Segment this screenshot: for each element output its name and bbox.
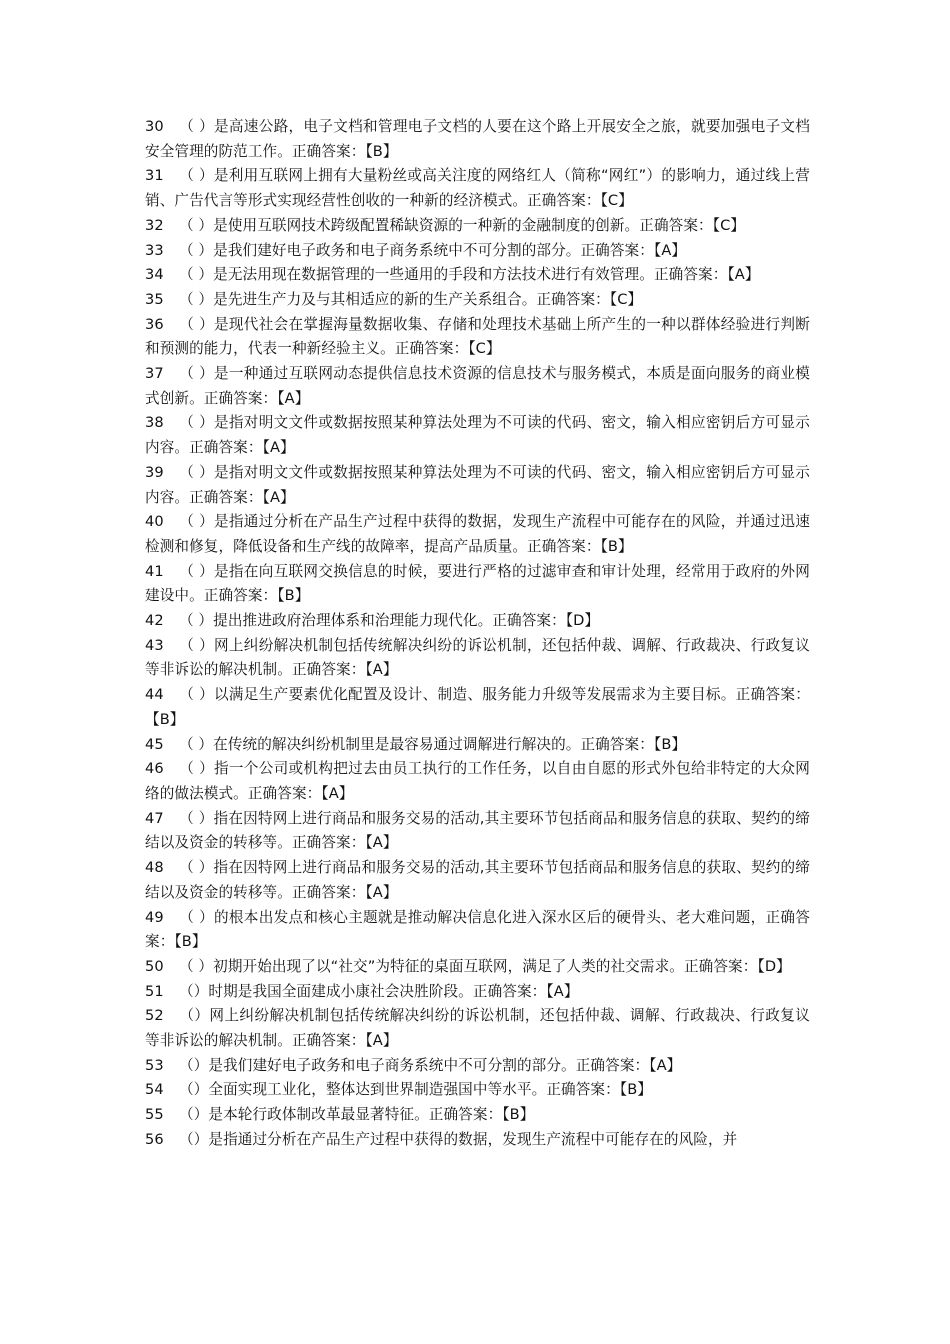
question-number: 42 xyxy=(145,612,164,630)
question-item xyxy=(145,955,810,980)
question-number: 33 xyxy=(145,241,164,259)
question-item xyxy=(145,239,810,264)
question-text: （）时期是我国全面建成小康社会决胜阶段。正确答案：【A】 xyxy=(179,982,579,1000)
question-item xyxy=(145,461,810,510)
question-number: 45 xyxy=(145,735,164,753)
question-item xyxy=(145,634,810,683)
question-number: 51 xyxy=(145,982,164,1000)
question-item xyxy=(145,733,810,758)
question-item xyxy=(145,683,810,732)
question-number: 41 xyxy=(145,562,164,580)
question-item xyxy=(145,1128,810,1153)
question-item xyxy=(145,214,810,239)
question-item xyxy=(145,1004,810,1053)
question-number: 36 xyxy=(145,315,164,333)
question-item xyxy=(145,411,810,460)
question-item xyxy=(145,1078,810,1103)
question-number: 35 xyxy=(145,290,164,308)
question-item xyxy=(145,560,810,609)
question-item xyxy=(145,164,810,213)
question-item xyxy=(145,313,810,362)
question-number: 39 xyxy=(145,463,164,481)
question-text: （）是我们建好电子政务和电子商务系统中不可分割的部分。正确答案：【A】 xyxy=(179,1056,682,1074)
question-number: 49 xyxy=(145,908,164,926)
question-number: 47 xyxy=(145,809,164,827)
question-text: （）是本轮行政体制改革最显著特征。正确答案：【B】 xyxy=(179,1106,535,1124)
question-number: 48 xyxy=(145,859,164,877)
question-list xyxy=(145,115,810,1153)
question-number: 30 xyxy=(145,118,164,135)
question-number: 31 xyxy=(145,167,164,185)
question-text: （ ）是指在向互联网交换信息的时候，要进行严格的过滤审查和审计处理，经常用于政府的外网建设中。正确答案：【B】 xyxy=(145,562,810,605)
question-text: （ ）是无法用现在数据管理的一些通用的手段和方法技术进行有效管理。正确答案：【A】 xyxy=(179,266,760,284)
question-item xyxy=(145,1103,810,1128)
question-text: （ ）是我们建好电子政务和电子商务系统中不可分割的部分。正确答案：【A】 xyxy=(179,241,687,259)
question-number: 52 xyxy=(145,1007,164,1025)
question-item xyxy=(145,609,810,634)
question-text: （ ）在传统的解决纠纷机制里是最容易通过调解进行解决的。正确答案：【B】 xyxy=(179,735,687,753)
question-text: （ ）是指对明文文件或数据按照某种算法处理为不可读的代码、密文，输入相应密钥后方可显示内容。正确答案：【A】 xyxy=(145,463,810,506)
question-item xyxy=(145,980,810,1005)
question-text: （）网上纠纷解决机制包括传统解决纠纷的诉讼机制，还包括仲裁、调解、行政裁决、行政复议等非诉讼的解决机制。正确答案：【A】 xyxy=(145,1007,810,1050)
question-text: （ ）以满足生产要素优化配置及设计、制造、服务能力升级等发展需求为主要目标。正确答案：【B】 xyxy=(145,686,810,728)
question-item xyxy=(145,856,810,905)
question-number: 38 xyxy=(145,414,164,432)
question-number: 53 xyxy=(145,1056,164,1074)
question-item xyxy=(145,115,810,164)
question-text: （ ）网上纠纷解决机制包括传统解决纠纷的诉讼机制，还包括仲裁、调解、行政裁决、行政复议等非诉讼的解决机制。正确答案：【A】 xyxy=(145,636,810,679)
question-number: 34 xyxy=(145,266,164,284)
question-item xyxy=(145,362,810,411)
question-text: （ ）是先进生产力及与其相适应的新的生产关系组合。正确答案：【C】 xyxy=(179,290,643,308)
question-number: 44 xyxy=(145,686,164,704)
question-item xyxy=(145,1054,810,1079)
question-number: 50 xyxy=(145,957,164,975)
question-number: 54 xyxy=(145,1081,164,1099)
question-text: （ ）是高速公路，电子文档和管理电子文档的人要在这个路上开展安全之旅，就要加强电子文档安全管理的防范工作。正确答案：【B】 xyxy=(145,118,810,160)
question-text: （ ）提出推进政府治理体系和治理能力现代化。正确答案：【D】 xyxy=(179,612,600,630)
question-item xyxy=(145,757,810,806)
question-item xyxy=(145,263,810,288)
question-text: （ ）是指通过分析在产品生产过程中获得的数据，发现生产流程中可能存在的风险，并通过迅速检测和修复，降低设备和生产线的故障率，提高产品质量。正确答案：【B】 xyxy=(145,513,810,555)
question-number: 46 xyxy=(145,760,164,778)
question-text: （ ）初期开始出现了以“社交”为特征的桌面互联网，满足了人类的社交需求。正确答案：【D】 xyxy=(179,957,791,975)
question-text: （ ）指在因特网上进行商品和服务交易的活动,其主要环节包括商品和服务信息的获取、契约的缔结以及资金的转移等。正确答案：【A】 xyxy=(145,859,810,901)
question-number: 56 xyxy=(145,1130,164,1148)
question-number: 32 xyxy=(145,216,164,234)
question-item xyxy=(145,288,810,313)
question-number: 37 xyxy=(145,365,164,383)
question-text: （ ）是利用互联网上拥有大量粉丝或高关注度的网络红人（简称“网红”）的影响力，通过线上营销、广告代言等形式实现经营性创收的一种新的经济模式。正确答案：【C】 xyxy=(145,167,810,210)
question-text: （）是指通过分析在产品生产过程中获得的数据，发现生产流程中可能存在的风险，并 xyxy=(179,1130,738,1148)
question-text: （ ）是使用互联网技术跨级配置稀缺资源的一种新的金融制度的创新。正确答案：【C】 xyxy=(179,216,746,234)
question-number: 43 xyxy=(145,636,164,654)
question-number: 40 xyxy=(145,513,164,531)
question-number: 55 xyxy=(145,1106,164,1124)
question-text: （ ）是指对明文文件或数据按照某种算法处理为不可读的代码、密文，输入相应密钥后方可显示内容。正确答案：【A】 xyxy=(145,414,810,457)
question-text: （ ）指一个公司或机构把过去由员工执行的工作任务，以自由自愿的形式外包给非特定的大众网络的做法模式。正确答案：【A】 xyxy=(145,760,810,802)
question-text: （ ）是一种通过互联网动态提供信息技术资源的信息技术与服务模式，本质是面向服务的商业模式创新。正确答案：【A】 xyxy=(145,365,810,407)
question-item xyxy=(145,906,810,955)
question-text: （ ）指在因特网上进行商品和服务交易的活动,其主要环节包括商品和服务信息的获取、契约的缔结以及资金的转移等。正确答案：【A】 xyxy=(145,809,810,852)
question-item xyxy=(145,807,810,856)
question-text: （ ）是现代社会在掌握海量数据收集、存储和处理技术基础上所产生的一种以群体经验进行判断和预测的能力，代表一种新经验主义。正确答案：【C】 xyxy=(145,315,810,358)
question-text: （）全面实现工业化，整体达到世界制造强国中等水平。正确答案：【B】 xyxy=(179,1081,653,1099)
question-text: （ ）的根本出发点和核心主题就是推动解决信息化进入深水区后的硬骨头、老大难问题，正确答案：【B】 xyxy=(145,908,810,951)
question-item xyxy=(145,510,810,559)
